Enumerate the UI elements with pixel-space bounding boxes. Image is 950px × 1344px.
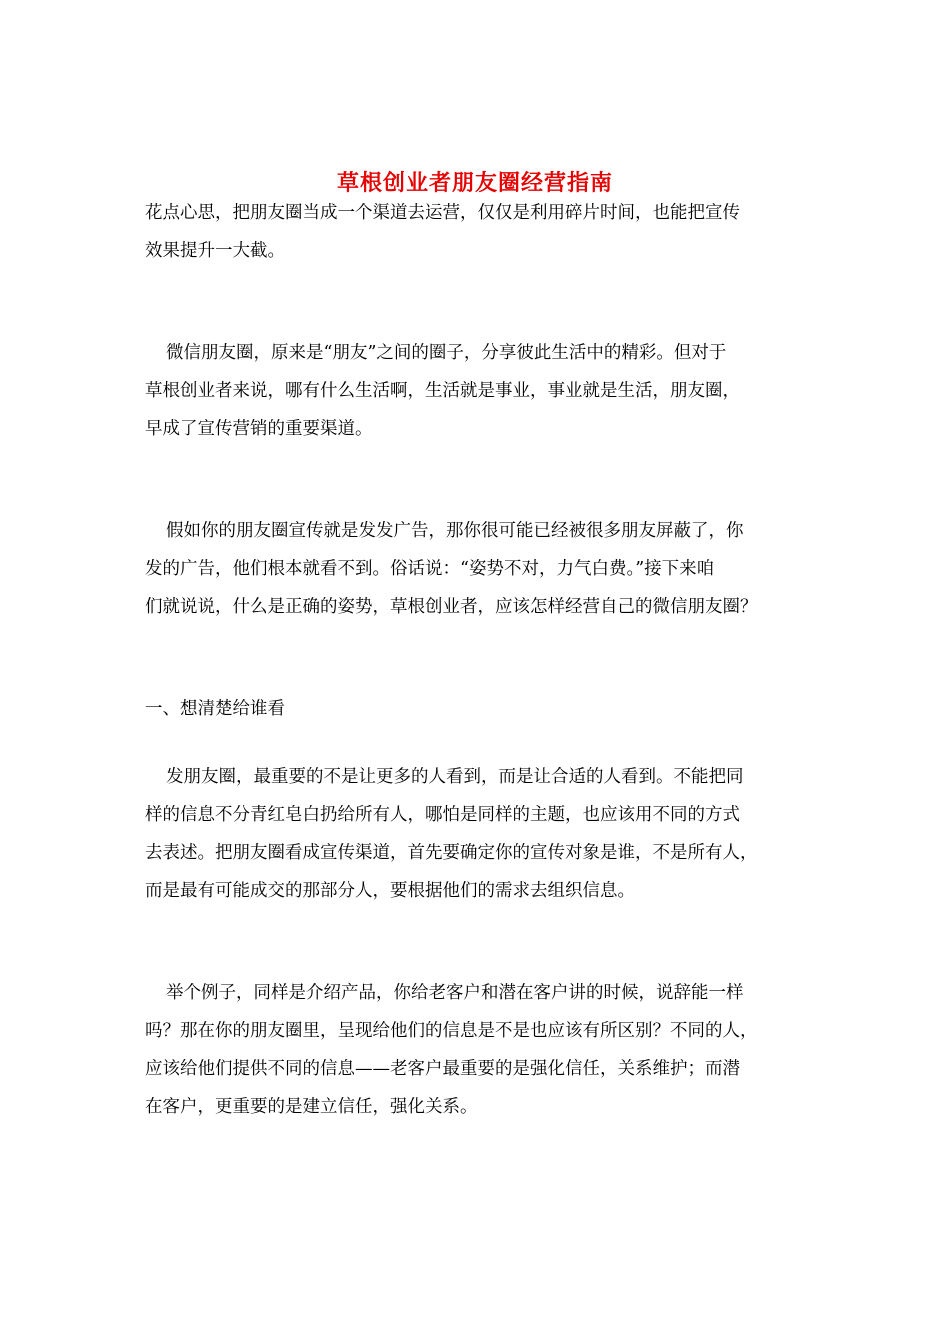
text-line: 在客户，更重要的是建立信任，强化关系。	[145, 1097, 478, 1117]
intro-paragraph	[145, 194, 805, 270]
text-line: 去表述。把朋友圈看成宣传渠道，首先要确定你的宣传对象是谁，不是所有人，	[145, 843, 758, 863]
body-paragraph-1	[145, 334, 805, 448]
document-title: 草根创业者朋友圈经营指南	[336, 169, 613, 196]
text-line: 发朋友圈，最重要的不是让更多的人看到，而是让合适的人看到。不能把同	[166, 767, 744, 787]
text-line: 举个例子，同样是介绍产品，你给老客户和潜在客户讲的时候，说辞能一样	[166, 983, 744, 1003]
text-line: 早成了宣传营销的重要渠道。	[145, 419, 373, 439]
text-line: 假如你的朋友圈宣传就是发发广告，那你很可能已经被很多朋友屏蔽了，你	[166, 521, 744, 541]
text-line: 而是最有可能成交的那部分人，要根据他们的需求去组织信息。	[145, 881, 635, 901]
section-heading-1	[145, 690, 805, 728]
text-line: 样的信息不分青红皂白扔给所有人，哪怕是同样的主题，也应该用不同的方式	[145, 805, 740, 825]
section-heading-text: 一、想清楚给谁看	[145, 699, 285, 719]
text-line: 草根创业者来说，哪有什么生活啊，生活就是事业，事业就是生活，朋友圈，	[145, 381, 740, 401]
body-paragraph-2	[145, 512, 805, 626]
body-paragraph-3	[145, 758, 805, 910]
text-line: 效果提升一大截。	[145, 241, 285, 261]
text-line: 发的广告，他们根本就看不到。俗话说：“姿势不对，力气白费。”接下来咱	[145, 559, 715, 579]
text-line: 们就说说，什么是正确的姿势，草根创业者，应该怎样经营自己的微信朋友圈？	[145, 597, 758, 617]
text-line: 应该给他们提供不同的信息——老客户最重要的是强化信任，关系维护；而潜	[145, 1059, 740, 1079]
text-line: 吗？那在你的朋友圈里，呈现给他们的信息是不是也应该有所区别？不同的人，	[145, 1021, 758, 1041]
text-line: 花点心思，把朋友圈当成一个渠道去运营，仅仅是利用碎片时间，也能把宣传	[145, 203, 740, 223]
body-paragraph-4	[145, 974, 805, 1126]
text-line: 微信朋友圈，原来是“朋友”之间的圈子，分享彼此生活中的精彩。但对于	[166, 343, 727, 363]
